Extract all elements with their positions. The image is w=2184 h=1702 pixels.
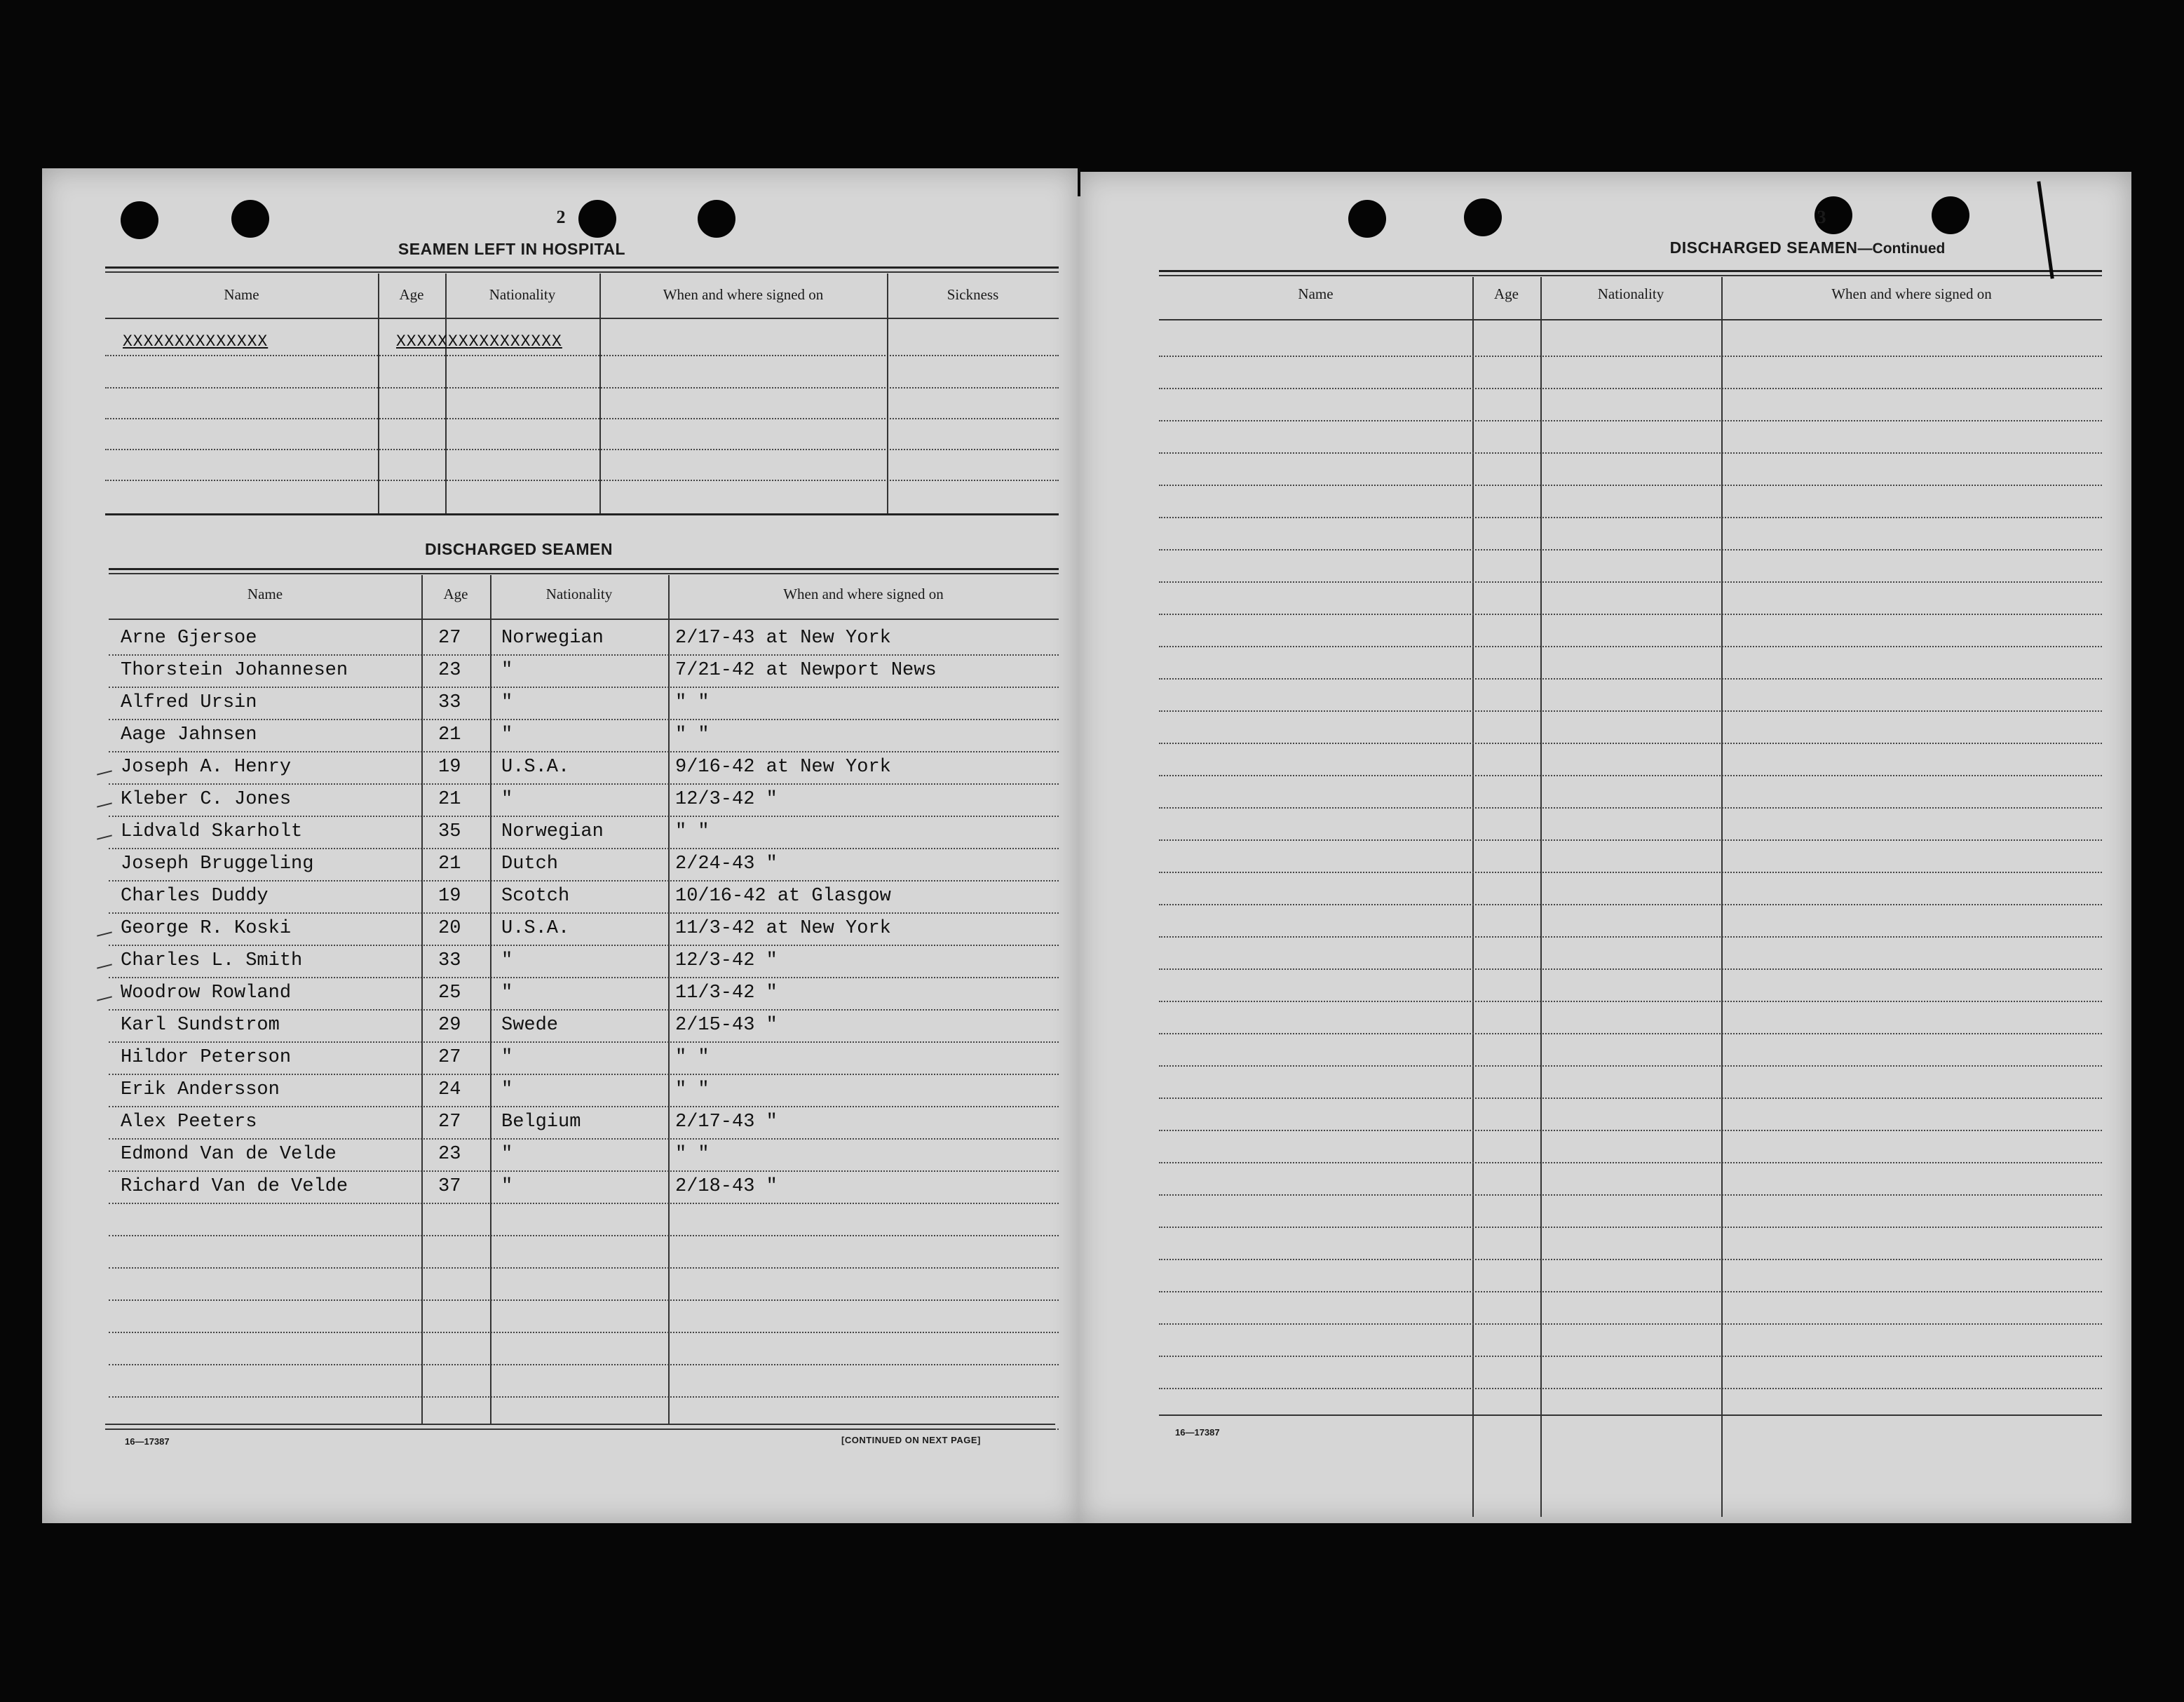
seaman-name: Aage Jahnsen bbox=[121, 724, 257, 745]
right-row-line bbox=[1159, 1356, 2102, 1357]
discharged-top-rule bbox=[109, 568, 1059, 570]
seaman-signed-on: 2/15-43 " bbox=[675, 1015, 778, 1036]
right-row-line bbox=[1159, 1001, 2102, 1002]
seaman-name: George R. Koski bbox=[121, 918, 292, 939]
seaman-nationality: " bbox=[501, 692, 513, 713]
right-row-line bbox=[1159, 581, 2102, 583]
hospital-header-age: Age bbox=[399, 286, 424, 303]
seaman-nationality: U.S.A. bbox=[501, 757, 570, 778]
seaman-signed-on: 2/17-43 " bbox=[675, 1112, 778, 1133]
right-col-divider bbox=[1472, 277, 1474, 1517]
seaman-age: 23 bbox=[438, 1144, 461, 1165]
discharged-row-line bbox=[109, 1332, 1059, 1333]
seaman-name: Karl Sundstrom bbox=[121, 1015, 280, 1036]
right-row-line bbox=[1159, 775, 2102, 776]
seaman-signed-on: 11/3-42 " bbox=[675, 982, 778, 1004]
seaman-age: 27 bbox=[438, 1047, 461, 1068]
seaman-age: 19 bbox=[438, 757, 461, 778]
hospital-bottom-rule bbox=[105, 513, 1059, 515]
seaman-nationality: " bbox=[501, 1047, 513, 1068]
binding-mark bbox=[1078, 168, 1080, 196]
right-header-signed-on: When and where signed on bbox=[1831, 285, 1992, 302]
right-header-nationality: Nationality bbox=[1597, 285, 1664, 302]
discharged-header-rule bbox=[109, 619, 1059, 620]
right-row-line bbox=[1159, 678, 2102, 680]
discharged-section-title: DISCHARGED SEAMEN bbox=[425, 540, 613, 558]
right-row-line bbox=[1159, 904, 2102, 905]
punch-hole-5 bbox=[1348, 200, 1386, 238]
discharged-row-line bbox=[109, 654, 1059, 656]
discharged-row-line bbox=[109, 977, 1059, 978]
punch-hole-6 bbox=[1464, 198, 1502, 236]
seaman-nationality: " bbox=[501, 789, 513, 810]
discharged-row-line bbox=[109, 1267, 1059, 1269]
seaman-signed-on: 9/16-42 at New York bbox=[675, 757, 891, 778]
seaman-name: Charles L. Smith bbox=[121, 950, 303, 971]
form-code: 16—17387 bbox=[125, 1436, 170, 1447]
seaman-signed-on: " " bbox=[675, 692, 710, 713]
right-row-line bbox=[1159, 1323, 2102, 1325]
seaman-nationality: Dutch bbox=[501, 853, 559, 874]
seaman-signed-on: 11/3-42 at New York bbox=[675, 918, 891, 939]
right-col-divider bbox=[1540, 277, 1542, 1517]
seaman-nationality: Swede bbox=[501, 1015, 559, 1036]
right-row-line bbox=[1159, 743, 2102, 744]
crossed-out-age-nationality: XXXXXXXXXXXXXXXX bbox=[396, 332, 562, 351]
right-row-line bbox=[1159, 1227, 2102, 1228]
seaman-signed-on: 12/3-42 " bbox=[675, 789, 778, 810]
page-number: 2 bbox=[556, 207, 566, 227]
seaman-nationality: Scotch bbox=[501, 886, 570, 907]
punch-hole-4 bbox=[698, 200, 735, 238]
hospital-header-signed-on: When and where signed on bbox=[663, 286, 824, 303]
hospital-section-title: SEAMEN LEFT IN HOSPITAL bbox=[398, 240, 626, 258]
seaman-signed-on: 12/3-42 " bbox=[675, 950, 778, 971]
seaman-name: Kleber C. Jones bbox=[121, 789, 292, 810]
seaman-signed-on: 2/24-43 " bbox=[675, 853, 778, 874]
discharged-header-age: Age bbox=[443, 586, 468, 602]
seaman-nationality: " bbox=[501, 950, 513, 971]
hospital-header-rule bbox=[105, 318, 1059, 319]
right-bottom-rule bbox=[1159, 1414, 2102, 1416]
seaman-signed-on: " " bbox=[675, 821, 710, 842]
seaman-signed-on: 7/21-42 at Newport News bbox=[675, 660, 937, 681]
seaman-age: 21 bbox=[438, 853, 461, 874]
hospital-row-line bbox=[105, 480, 1059, 481]
seaman-age: 37 bbox=[438, 1176, 461, 1197]
right-row-line bbox=[1159, 1388, 2102, 1389]
seaman-signed-on: " " bbox=[675, 724, 710, 745]
right-row-line bbox=[1159, 452, 2102, 454]
hospital-col-divider bbox=[887, 273, 888, 513]
seaman-name: Joseph Bruggeling bbox=[121, 853, 314, 874]
discharged-row-line bbox=[109, 1396, 1059, 1398]
hospital-row-line bbox=[105, 418, 1059, 419]
seaman-signed-on: 2/17-43 at New York bbox=[675, 628, 891, 649]
seaman-age: 21 bbox=[438, 724, 461, 745]
continued-note: [CONTINUED ON NEXT PAGE] bbox=[841, 1435, 981, 1445]
right-row-line bbox=[1159, 614, 2102, 615]
seaman-signed-on: 2/18-43 " bbox=[675, 1176, 778, 1197]
hospital-row-line bbox=[105, 449, 1059, 450]
hospital-top-rule-2 bbox=[105, 271, 1059, 273]
seaman-name: Woodrow Rowland bbox=[121, 982, 292, 1004]
punch-hole-2 bbox=[231, 200, 269, 238]
seaman-name: Thorstein Johannesen bbox=[121, 660, 348, 681]
seaman-age: 29 bbox=[438, 1015, 461, 1036]
seaman-signed-on: " " bbox=[675, 1079, 710, 1100]
hospital-top-rule bbox=[105, 266, 1059, 269]
right-row-line bbox=[1159, 485, 2102, 486]
right-row-line bbox=[1159, 710, 2102, 712]
discharged-header-nationality: Nationality bbox=[545, 586, 613, 602]
punch-hole-3 bbox=[578, 200, 616, 238]
left-page bbox=[42, 168, 1078, 1523]
right-row-line bbox=[1159, 1162, 2102, 1163]
right-row-line bbox=[1159, 1291, 2102, 1292]
seaman-age: 20 bbox=[438, 918, 461, 939]
seaman-name: Lidvald Skarholt bbox=[121, 821, 303, 842]
seaman-age: 33 bbox=[438, 950, 461, 971]
discharged-bottom-rule-2 bbox=[105, 1429, 1055, 1430]
discharged-col-divider bbox=[490, 575, 491, 1424]
hospital-header-sickness: Sickness bbox=[947, 286, 999, 303]
form-code: 16—17387 bbox=[1175, 1427, 1220, 1438]
hospital-header-name: Name bbox=[224, 286, 259, 303]
right-row-line bbox=[1159, 549, 2102, 551]
seaman-name: Arne Gjersoe bbox=[121, 628, 257, 649]
check-tick-mark bbox=[97, 931, 112, 936]
right-row-line bbox=[1159, 1033, 2102, 1034]
discharged-row-line bbox=[109, 816, 1059, 817]
seaman-nationality: Belgium bbox=[501, 1112, 581, 1133]
right-row-line bbox=[1159, 839, 2102, 841]
seaman-nationality: " bbox=[501, 1079, 513, 1100]
right-page bbox=[1078, 172, 2131, 1523]
page-number: 3 bbox=[1817, 207, 1826, 227]
seaman-nationality: Norwegian bbox=[501, 628, 604, 649]
check-tick-mark bbox=[97, 770, 112, 775]
right-header-age: Age bbox=[1494, 285, 1519, 302]
right-row-line bbox=[1159, 936, 2102, 938]
punch-hole-8 bbox=[1932, 196, 1969, 234]
seaman-age: 24 bbox=[438, 1079, 461, 1100]
discharged-row-line bbox=[109, 783, 1059, 785]
hospital-header-nationality: Nationality bbox=[489, 286, 556, 303]
right-row-line bbox=[1159, 1130, 2102, 1131]
seaman-signed-on: 10/16-42 at Glasgow bbox=[675, 886, 891, 907]
discharged-header-name: Name bbox=[247, 586, 283, 602]
seaman-age: 27 bbox=[438, 1112, 461, 1133]
hospital-row-line bbox=[105, 355, 1059, 356]
right-header-rule bbox=[1159, 319, 2102, 320]
seaman-name: Edmond Van de Velde bbox=[121, 1144, 337, 1165]
discharged-row-line bbox=[109, 1041, 1059, 1043]
discharged-row-line bbox=[109, 719, 1059, 720]
right-row-line bbox=[1159, 646, 2102, 647]
seaman-age: 33 bbox=[438, 692, 461, 713]
seaman-nationality: " bbox=[501, 724, 513, 745]
crossed-out-name: XXXXXXXXXXXXXX bbox=[123, 332, 269, 351]
hospital-col-divider bbox=[445, 273, 447, 513]
seaman-nationality: U.S.A. bbox=[501, 918, 570, 939]
right-row-line bbox=[1159, 1259, 2102, 1260]
check-tick-mark bbox=[97, 996, 112, 1001]
right-row-line bbox=[1159, 807, 2102, 809]
seaman-nationality: " bbox=[501, 660, 513, 681]
discharged-col-divider bbox=[668, 575, 670, 1424]
punch-hole-1 bbox=[121, 201, 158, 239]
hospital-col-divider bbox=[599, 273, 601, 513]
discharged-continued-title bbox=[1450, 238, 2165, 257]
seaman-age: 19 bbox=[438, 886, 461, 907]
discharged-row-line bbox=[109, 1074, 1059, 1075]
discharged-row-line bbox=[109, 848, 1059, 849]
discharged-row-line bbox=[109, 751, 1059, 752]
discharged-row-line bbox=[109, 1009, 1059, 1011]
seaman-name: Alex Peeters bbox=[121, 1112, 257, 1133]
discharged-row-line bbox=[109, 687, 1059, 688]
right-row-line bbox=[1159, 1065, 2102, 1067]
discharged-col-divider bbox=[421, 575, 423, 1424]
right-row-line bbox=[1159, 420, 2102, 421]
discharged-row-line bbox=[109, 912, 1059, 914]
right-row-line bbox=[1159, 356, 2102, 357]
discharged-bottom-rule bbox=[105, 1424, 1055, 1425]
check-tick-mark bbox=[97, 835, 112, 839]
check-tick-mark bbox=[97, 802, 112, 807]
discharged-row-line bbox=[109, 1364, 1059, 1365]
discharged-row-line bbox=[109, 880, 1059, 882]
right-top-rule bbox=[1159, 270, 2102, 272]
seaman-name: Erik Andersson bbox=[121, 1079, 280, 1100]
seaman-age: 23 bbox=[438, 660, 461, 681]
title-main: DISCHARGED SEAMEN bbox=[1669, 238, 1858, 257]
seaman-name: Richard Van de Velde bbox=[121, 1176, 348, 1197]
seaman-nationality: " bbox=[501, 982, 513, 1004]
discharged-row-line bbox=[109, 1170, 1059, 1172]
right-row-line bbox=[1159, 872, 2102, 873]
seaman-name: Hildor Peterson bbox=[121, 1047, 292, 1068]
right-row-line bbox=[1159, 1097, 2102, 1099]
discharged-row-line bbox=[109, 1106, 1059, 1107]
seaman-signed-on: " " bbox=[675, 1144, 710, 1165]
title-suffix: —Continued bbox=[1857, 241, 1946, 257]
right-row-line bbox=[1159, 968, 2102, 970]
right-row-line bbox=[1159, 388, 2102, 389]
hospital-col-divider bbox=[378, 273, 379, 513]
hospital-row-line bbox=[105, 387, 1059, 389]
seaman-signed-on: " " bbox=[675, 1047, 710, 1068]
seaman-age: 25 bbox=[438, 982, 461, 1004]
right-row-line bbox=[1159, 517, 2102, 518]
seaman-nationality: Norwegian bbox=[501, 821, 604, 842]
discharged-top-rule-2 bbox=[109, 573, 1059, 574]
discharged-row-line bbox=[109, 1138, 1059, 1140]
right-top-rule-2 bbox=[1159, 275, 2102, 276]
right-header-name: Name bbox=[1298, 285, 1334, 302]
discharged-row-line bbox=[109, 945, 1059, 946]
seaman-name: Alfred Ursin bbox=[121, 692, 257, 713]
right-col-divider bbox=[1721, 277, 1723, 1517]
discharged-row-line bbox=[109, 1235, 1059, 1236]
seaman-name: Charles Duddy bbox=[121, 886, 269, 907]
seaman-name: Joseph A. Henry bbox=[121, 757, 292, 778]
right-row-line bbox=[1159, 1194, 2102, 1196]
seaman-age: 27 bbox=[438, 628, 461, 649]
seaman-age: 35 bbox=[438, 821, 461, 842]
discharged-header-signed-on: When and where signed on bbox=[783, 586, 944, 602]
check-tick-mark bbox=[97, 964, 112, 968]
seaman-nationality: " bbox=[501, 1144, 513, 1165]
discharged-row-line bbox=[109, 1299, 1059, 1301]
seaman-age: 21 bbox=[438, 789, 461, 810]
seaman-nationality: " bbox=[501, 1176, 513, 1197]
discharged-row-line bbox=[109, 1203, 1059, 1204]
